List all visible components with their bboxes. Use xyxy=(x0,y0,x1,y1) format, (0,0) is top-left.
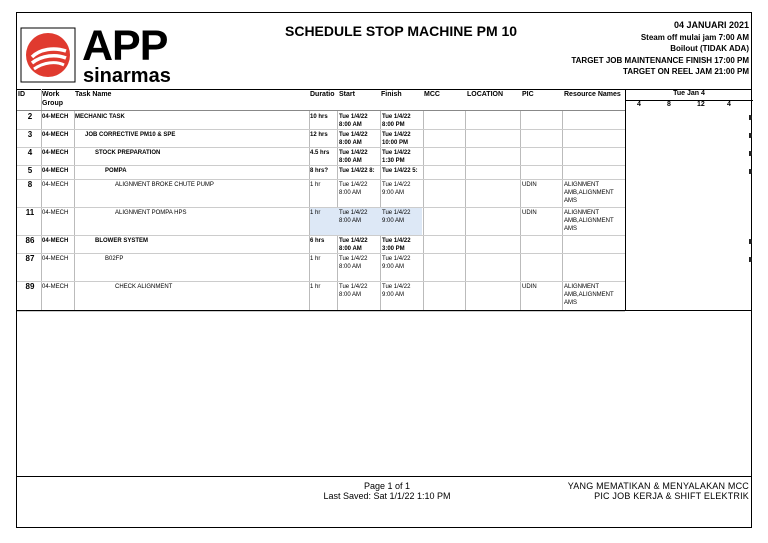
row-resource: ALIGNMENT AMB,ALIGNMENT AMS xyxy=(564,182,614,204)
row-duration: 1 hr xyxy=(310,256,321,262)
schedule-page xyxy=(16,12,752,528)
gantt-hour-3: 12 xyxy=(697,101,705,108)
row-duration: 1 hr xyxy=(310,210,321,216)
row-finish: Tue 1/4/22 9:00 AM xyxy=(382,182,411,196)
gantt-marker xyxy=(749,239,752,244)
row-duration: 8 hrs? xyxy=(310,168,329,174)
row-id: 2 xyxy=(27,112,33,121)
table-row[interactable] xyxy=(17,165,625,179)
row-work-group: 04-MECH xyxy=(42,182,69,188)
gantt-hour-1: 4 xyxy=(637,101,641,108)
footer-separator xyxy=(17,476,751,477)
row-pic: UDIN xyxy=(522,210,537,216)
row-start: Tue 1/4/22 8:00 AM xyxy=(339,238,368,252)
row-duration: 6 hrs xyxy=(310,238,325,244)
footer-right xyxy=(568,481,749,501)
row-divider xyxy=(17,311,625,312)
table-row[interactable] xyxy=(17,111,625,129)
row-work-group: 04-MECH xyxy=(42,168,69,174)
header-line-4: TARGET ON REEL JAM 21:00 PM xyxy=(623,67,749,76)
footer-saved: Last Saved: Sat 1/1/22 1:10 PM xyxy=(323,491,451,501)
row-task-name: BLOWER SYSTEM xyxy=(95,238,149,244)
row-start: Tue 1/4/22 8:00 AM xyxy=(339,132,368,146)
row-id: 11 xyxy=(25,208,35,217)
col-finish: Finish xyxy=(381,91,402,98)
row-start: Tue 1/4/22 8:00 AM xyxy=(339,284,368,298)
row-work-group: 04-MECH xyxy=(42,238,69,244)
row-start: Tue 1/4/22 8:00 AM xyxy=(339,210,368,224)
row-resource: ALIGNMENT AMB,ALIGNMENT AMS xyxy=(564,210,614,232)
row-start: Tue 1/4/22 8:00 AM xyxy=(339,150,368,164)
row-start: Tue 1/4/22 8:00 AM xyxy=(339,114,368,128)
row-task-name: STOCK PREPARATION xyxy=(95,150,161,156)
row-resource: ALIGNMENT AMB,ALIGNMENT AMS xyxy=(564,284,614,306)
row-finish: Tue 1/4/22 10:00 PM xyxy=(382,132,411,146)
footer-center xyxy=(307,481,467,501)
table-row[interactable] xyxy=(17,281,625,311)
row-duration: 1 hr xyxy=(310,284,321,290)
col-work-group: Work Group xyxy=(42,91,63,107)
row-duration: 4.5 hrs xyxy=(310,150,330,156)
row-finish: Tue 1/4/22 8:00 PM xyxy=(382,114,411,128)
col-mcc: MCC xyxy=(424,91,440,98)
row-id: 86 xyxy=(25,236,35,245)
row-finish: Tue 1/4/22 1:30 PM xyxy=(382,150,411,164)
row-pic: UDIN xyxy=(522,182,537,188)
row-pic: UDIN xyxy=(522,284,537,290)
row-start: Tue 1/4/22 8: xyxy=(339,168,375,174)
row-duration: 10 hrs xyxy=(310,114,328,120)
logo-mark-icon xyxy=(20,27,76,83)
table-row[interactable] xyxy=(17,129,625,147)
gantt-marker xyxy=(749,169,752,174)
table-row[interactable] xyxy=(17,253,625,281)
header-info xyxy=(571,20,749,78)
row-task-name: ALIGNMENT BROKE CHUTE PUMP xyxy=(115,182,214,188)
row-start: Tue 1/4/22 8:00 AM xyxy=(339,182,368,196)
row-work-group: 04-MECH xyxy=(42,284,69,290)
gantt-marker xyxy=(749,133,752,138)
gantt-marker xyxy=(749,151,752,156)
row-id: 87 xyxy=(25,254,35,263)
row-work-group: 04-MECH xyxy=(42,132,69,138)
row-work-group: 04-MECH xyxy=(42,150,69,156)
page-title: SCHEDULE STOP MACHINE PM 10 xyxy=(285,23,518,39)
gantt-marker xyxy=(749,257,752,262)
gantt-hour-4: 4 xyxy=(727,101,731,108)
logo-brand: APP xyxy=(82,22,168,70)
header-line-2: Boilout (TIDAK ADA) xyxy=(670,44,749,53)
row-task-name: MECHANIC TASK xyxy=(75,114,125,120)
header-line-1: Steam off mulai jam 7:00 AM xyxy=(640,32,749,42)
row-id: 3 xyxy=(27,130,33,139)
row-task-name: B02FP xyxy=(105,256,124,262)
header-date: 04 JANUARI 2021 xyxy=(673,20,749,30)
col-resource: Resource Names xyxy=(564,91,621,98)
gantt-hour-2: 8 xyxy=(667,101,671,108)
col-pic: PIC xyxy=(522,91,534,98)
row-task-name: JOB CORRECTIVE PM10 & SPE xyxy=(85,132,176,138)
footer-right-line-2: PIC JOB KERJA & SHIFT ELEKTRIK xyxy=(594,491,749,501)
row-id: 89 xyxy=(25,282,35,291)
gantt-day: Tue Jan 4 xyxy=(673,90,705,97)
row-work-group: 04-MECH xyxy=(42,256,69,262)
row-finish: Tue 1/4/22 9:00 AM xyxy=(382,256,411,270)
row-finish: Tue 1/4/22 9:00 AM xyxy=(382,210,411,224)
table-row[interactable] xyxy=(17,147,625,165)
row-task-name: CHECK ALIGNMENT xyxy=(115,284,173,290)
footer-page: Page 1 of 1 xyxy=(363,481,411,491)
table-row[interactable] xyxy=(17,179,625,207)
row-task-name: ALIGNMENT POMPA HPS xyxy=(115,210,187,216)
col-task-name: Task Name xyxy=(75,91,112,98)
row-finish: Tue 1/4/22 9:00 AM xyxy=(382,284,411,298)
logo-sub: sinarmas xyxy=(83,65,171,87)
table-row[interactable] xyxy=(17,207,625,235)
col-duration: Duratio xyxy=(310,91,335,98)
row-id: 5 xyxy=(27,166,33,175)
header-line-3: TARGET JOB MAINTENANCE FINISH 17:00 PM xyxy=(571,55,749,65)
row-work-group: 04-MECH xyxy=(42,114,69,120)
col-location: LOCATION xyxy=(467,91,504,98)
row-duration: 1 hr xyxy=(310,182,321,188)
row-task-name: POMPA xyxy=(105,168,127,174)
row-finish: Tue 1/4/22 5: xyxy=(382,168,418,174)
row-work-group: 04-MECH xyxy=(42,210,69,216)
col-id: ID xyxy=(18,91,25,98)
row-id: 4 xyxy=(27,148,33,157)
app-sinarmas-logo xyxy=(20,22,171,91)
col-start: Start xyxy=(339,91,355,98)
row-id: 8 xyxy=(27,180,33,189)
table-row[interactable] xyxy=(17,235,625,253)
row-finish: Tue 1/4/22 3:00 PM xyxy=(382,238,411,252)
gantt-marker xyxy=(749,115,752,120)
row-duration: 12 hrs xyxy=(310,132,328,138)
footer-right-line-1: YANG MEMATIKAN & MENYALAKAN MCC xyxy=(567,481,749,491)
row-start: Tue 1/4/22 8:00 AM xyxy=(339,256,368,270)
